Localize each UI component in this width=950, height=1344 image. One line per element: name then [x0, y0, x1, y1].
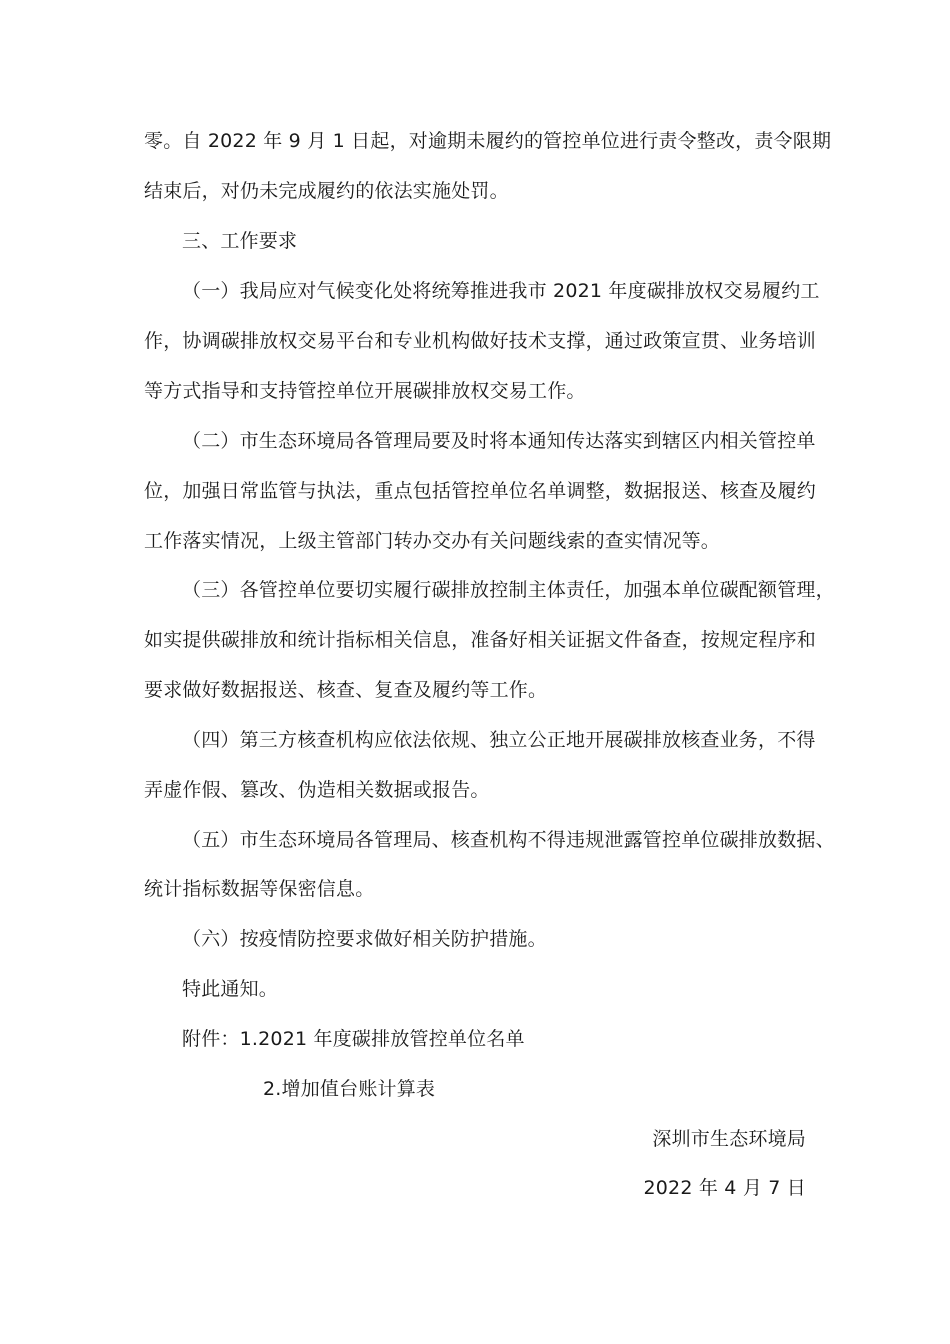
attachment-1: 附件：1.2021 年度碳排放管控单位名单: [182, 1028, 525, 1050]
paragraph-line: 零。自 2022 年 9 月 1 日起，对逾期未履约的管控单位进行责令整改，责令限期: [144, 130, 832, 152]
requirement-1-line-2: 作，协调碳排放权交易平台和专业机构做好技术支撑，通过政策宣贯、业务培训: [144, 330, 817, 352]
requirement-3-line-3: 要求做好数据报送、核查、复查及履约等工作。: [144, 679, 548, 701]
requirement-3-line-2: 如实提供碳排放和统计指标相关信息，准备好相关证据文件备查，按规定程序和: [144, 629, 817, 651]
paragraph-line: 结束后，对仍未完成履约的依法实施处罚。: [144, 180, 509, 202]
requirement-6-line-1: （六）按疫情防控要求做好相关防护措施。: [182, 928, 547, 950]
closing-text: 特此通知。: [182, 978, 279, 1000]
requirement-2-line-2: 位，加强日常监管与执法，重点包括管控单位名单调整，数据报送、核查及履约: [144, 480, 817, 502]
requirement-5-line-1: （五）市生态环境局各管理局、核查机构不得违规泄露管控单位碳排放数据、: [182, 829, 835, 851]
requirement-2-line-3: 工作落实情况，上级主管部门转办交办有关问题线索的查实情况等。: [144, 530, 721, 552]
section-heading: 三、工作要求: [182, 230, 298, 252]
requirement-3-line-1: （三）各管控单位要切实履行碳排放控制主体责任，加强本单位碳配额管理，: [182, 579, 835, 601]
requirement-4-line-1: （四）第三方核查机构应依法依规、独立公正地开展碳排放核查业务，不得: [182, 729, 816, 751]
attachment-2: 2.增加值台账计算表: [263, 1078, 436, 1100]
issuer-name: 深圳市生态环境局: [652, 1128, 806, 1150]
requirement-1-line-3: 等方式指导和支持管控单位开展碳排放权交易工作。: [144, 380, 586, 402]
issue-date: 2022 年 4 月 7 日: [643, 1177, 806, 1199]
requirement-5-line-2: 统计指标数据等保密信息。: [144, 878, 375, 900]
requirement-2-line-1: （二）市生态环境局各管理局要及时将本通知传达落实到辖区内相关管控单: [182, 430, 816, 452]
requirement-1-line-1: （一）我局应对气候变化处将统筹推进我市 2021 年度碳排放权交易履约工: [182, 280, 820, 302]
requirement-4-line-2: 弄虚作假、篡改、伪造相关数据或报告。: [144, 779, 490, 801]
